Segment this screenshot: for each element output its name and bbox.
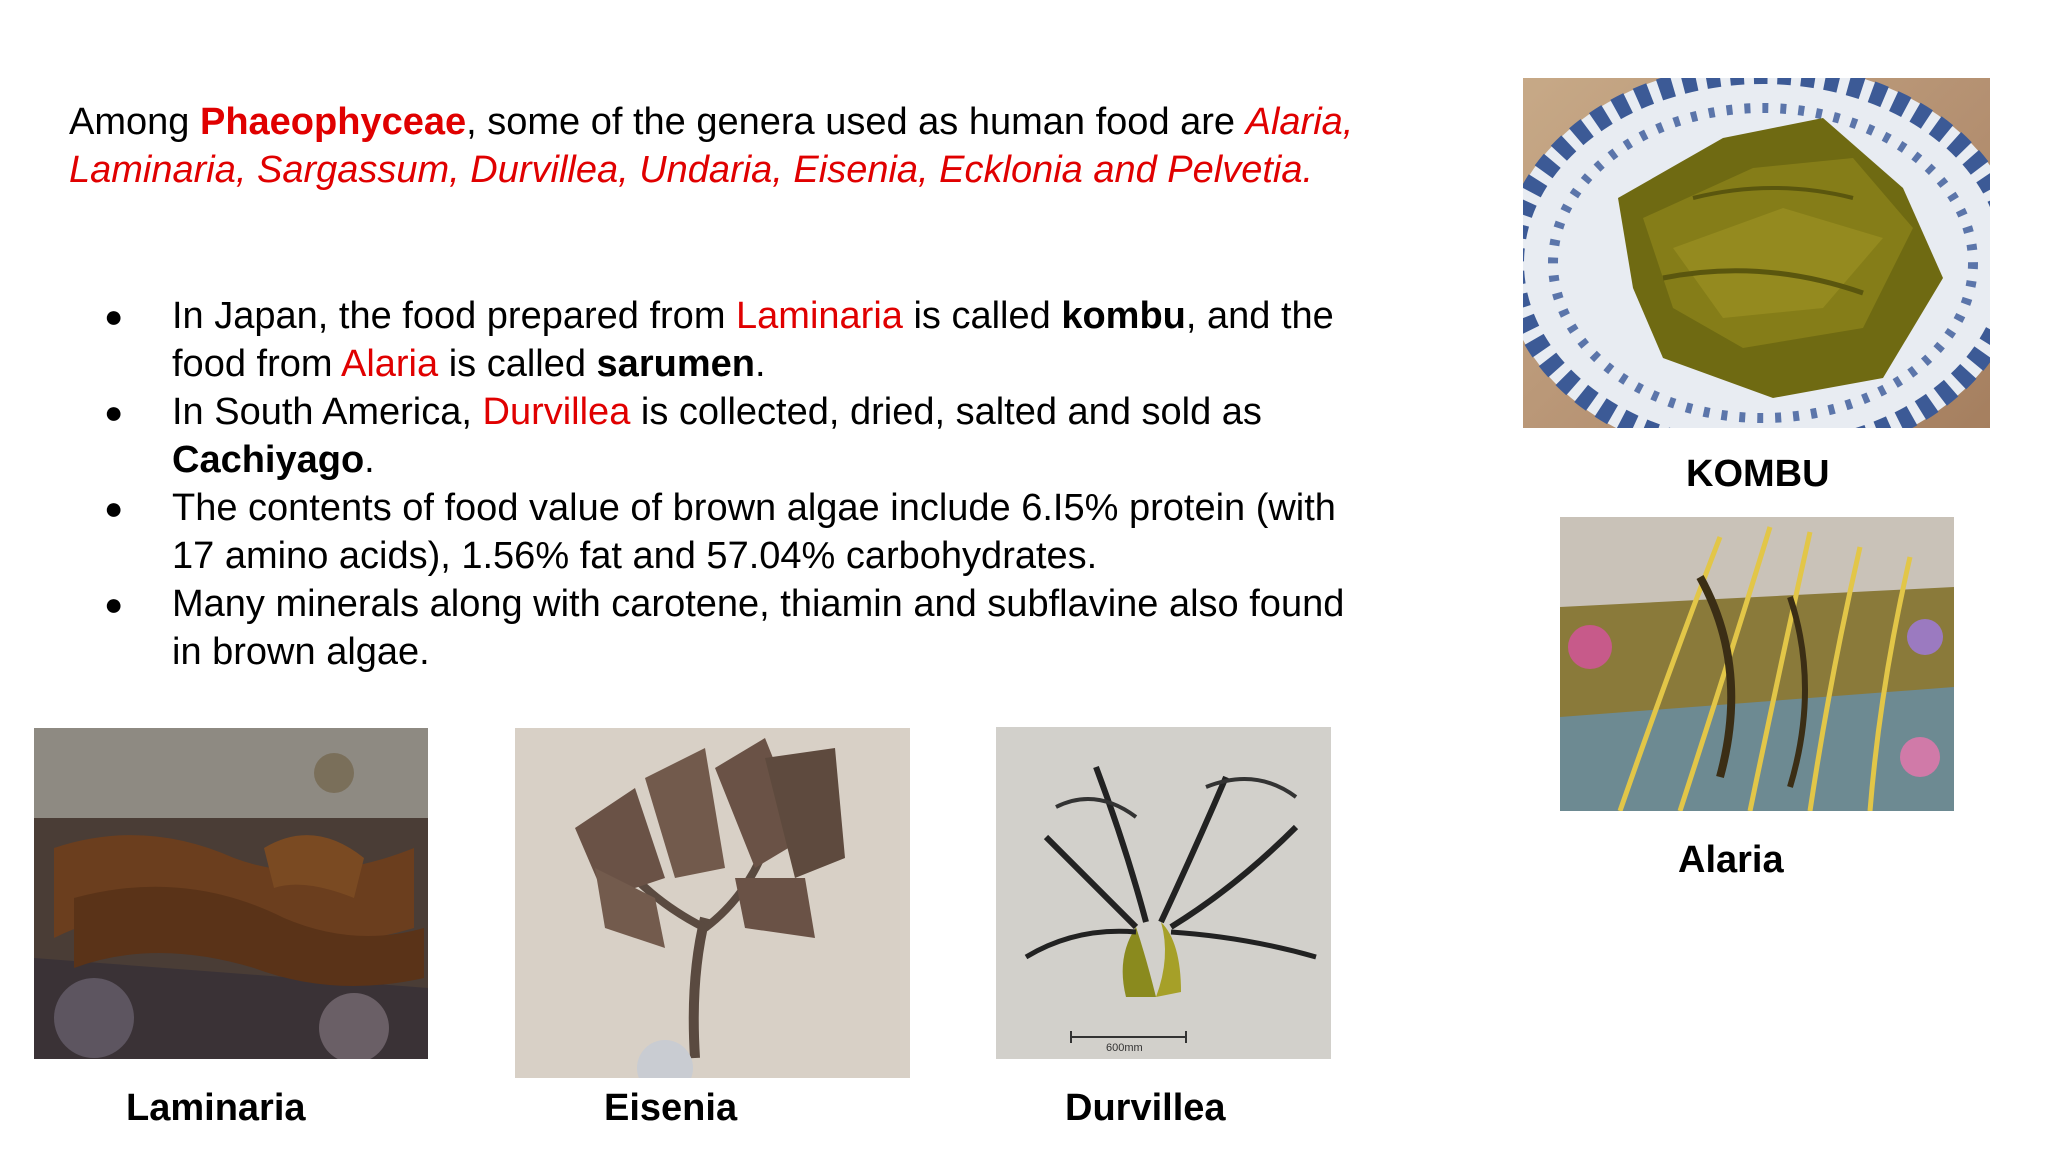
alaria-caption: Alaria: [1678, 839, 1784, 881]
laminaria-illustration: [34, 728, 428, 1059]
durvillea-illustration: [996, 727, 1331, 1059]
durvillea-photo: [996, 727, 1331, 1059]
bullet-text: .: [364, 439, 375, 481]
bullet-icon: ●: [104, 298, 124, 334]
food-name: kombu: [1061, 295, 1186, 337]
intro-paragraph: [69, 98, 1389, 194]
genus-name: Durvillea: [482, 391, 631, 433]
food-name: Cachiyago: [172, 439, 365, 481]
bullet-text: In South America,: [172, 391, 483, 433]
intro-group-name: Phaeophyceae: [199, 101, 467, 143]
kombu-caption: KOMBU: [1686, 453, 1830, 495]
laminaria-photo: [34, 728, 428, 1059]
bullet-item: [100, 388, 1360, 484]
laminaria-caption: Laminaria: [126, 1087, 306, 1129]
bullet-text: .: [754, 343, 766, 385]
intro-prefix: Among: [69, 101, 200, 143]
genus-name: Alaria: [340, 343, 439, 385]
bullet-icon: ●: [104, 490, 124, 526]
alaria-photo: [1560, 517, 1954, 811]
bullet-text: , and the food from: [172, 295, 1334, 385]
bullet-text: The contents of food value of brown algae include 6.I5% protein (with 17 amino acids), 1.56% fat and 57.04% carbohydrates.: [172, 487, 1336, 577]
bullet-item: [100, 292, 1360, 388]
durvillea-caption: Durvillea: [1065, 1087, 1226, 1129]
bullet-text: is called: [438, 343, 597, 385]
kombu-photo: [1523, 78, 1990, 428]
food-name: sarumen: [596, 343, 755, 385]
bullet-text: is called: [902, 295, 1062, 337]
bullet-item: [100, 484, 1360, 580]
bullet-icon: ●: [104, 586, 124, 622]
alaria-illustration: [1560, 517, 1954, 811]
intro-middle: , some of the genera used as human food are: [466, 101, 1246, 143]
facts-bullet-list: [100, 292, 1360, 676]
genus-name: Laminaria: [736, 295, 903, 337]
bullet-text: In Japan, the food prepared from: [172, 295, 737, 337]
bullet-text: Many minerals along with carotene, thiamin and subflavine also found in brown algae.: [172, 583, 1345, 673]
bullet-icon: ●: [104, 394, 124, 430]
bullet-item: [100, 580, 1360, 676]
scale-bar-label: 600mm: [1106, 1042, 1143, 1054]
eisenia-photo: [515, 728, 910, 1078]
bullet-text: is collected, dried, salted and sold as: [630, 391, 1262, 433]
eisenia-illustration: [515, 728, 910, 1078]
kombu-illustration: [1523, 78, 1990, 428]
intro-genera-list: Alaria, Laminaria, Sargassum, Durvillea, Undaria, Eisenia, Ecklonia and Pelvetia.: [69, 101, 1354, 191]
eisenia-caption: Eisenia: [604, 1087, 738, 1129]
